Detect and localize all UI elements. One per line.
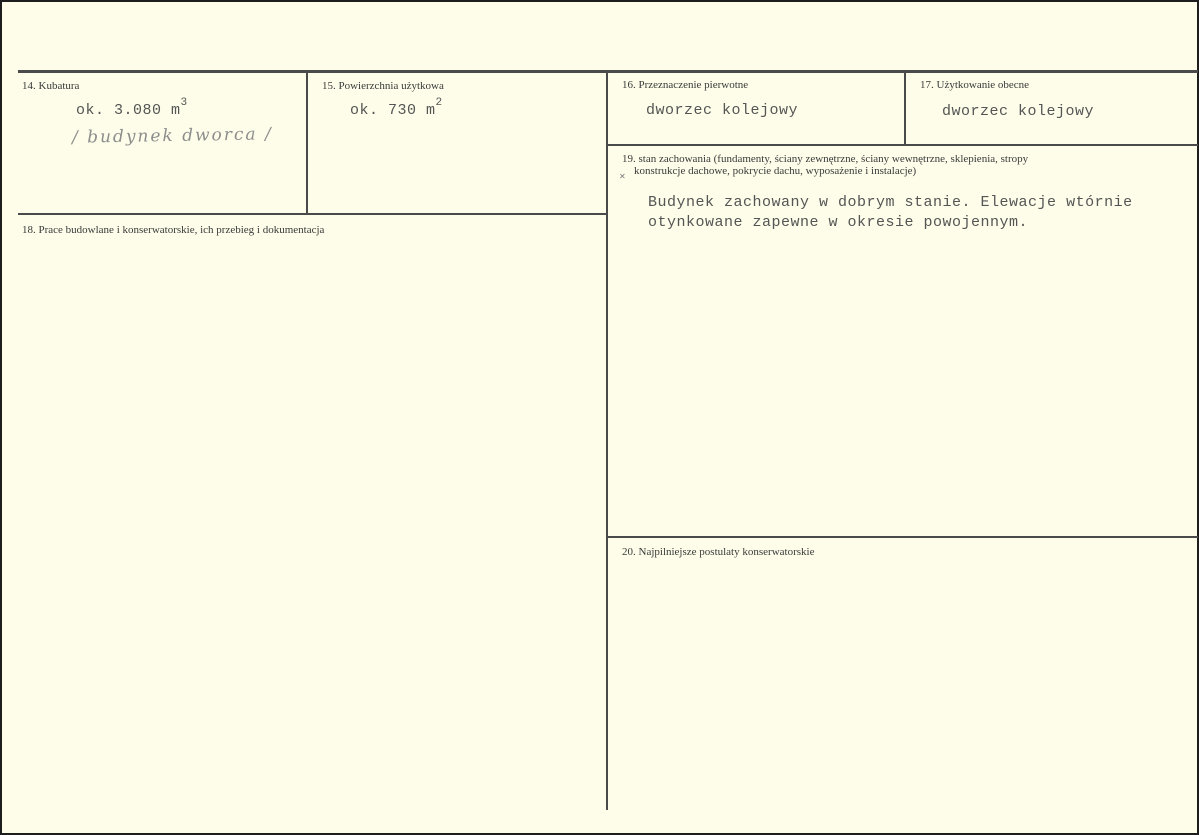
- przeznaczenie-value: dworzec kolejowy: [646, 102, 799, 119]
- stan-label-line2: konstrukcje dachowe, pokrycie dachu, wyposażenie i instalacje): [634, 165, 917, 177]
- rule-under-14-15: [18, 213, 608, 215]
- divider-16-17: [904, 72, 906, 144]
- przeznaczenie-label: 16. Przeznaczenie pierwotne: [622, 79, 749, 91]
- powierzchnia-unit-exponent: 2: [435, 97, 443, 109]
- uzytkowanie-value: dworzec kolejowy: [942, 103, 1095, 120]
- top-rule: [18, 70, 1198, 73]
- prace-label: 18. Prace budowlane i konserwatorskie, ich przebieg i dokumentacja: [22, 224, 325, 236]
- kubatura-unit-exponent: 3: [180, 97, 188, 109]
- rule-under-16-17: [608, 144, 1198, 146]
- stan-value: Budynek zachowany w dobrym stanie. Elewacje wtórnie otynkowane zapewne w okresie powojennym.: [648, 194, 1133, 231]
- kubatura-handwritten-note: / budynek dworca /: [71, 124, 273, 148]
- postulaty-label: 20. Najpilniejsze postulaty konserwatorskie: [622, 546, 815, 558]
- rule-under-19: [608, 536, 1198, 538]
- powierzchnia-value: ok. 730 $m^2$: [350, 97, 443, 119]
- kubatura-label: 14. Kubatura: [22, 80, 80, 92]
- divider-14-15: [306, 72, 308, 214]
- uzytkowanie-label: 17. Użytkowanie obecne: [920, 79, 1030, 91]
- divider-main: [606, 72, 608, 810]
- stan-label-line1: 19. stan zachowania (fundamenty, ściany zewnętrzne, ściany wewnętrzne, sklepienia, stropy: [622, 153, 1029, 165]
- ink-mark-icon: ✕: [619, 172, 626, 181]
- powierzchnia-label: 15. Powierzchnia użytkowa: [322, 80, 444, 92]
- kubatura-value: ok. 3.080 $m^3$: [76, 97, 188, 119]
